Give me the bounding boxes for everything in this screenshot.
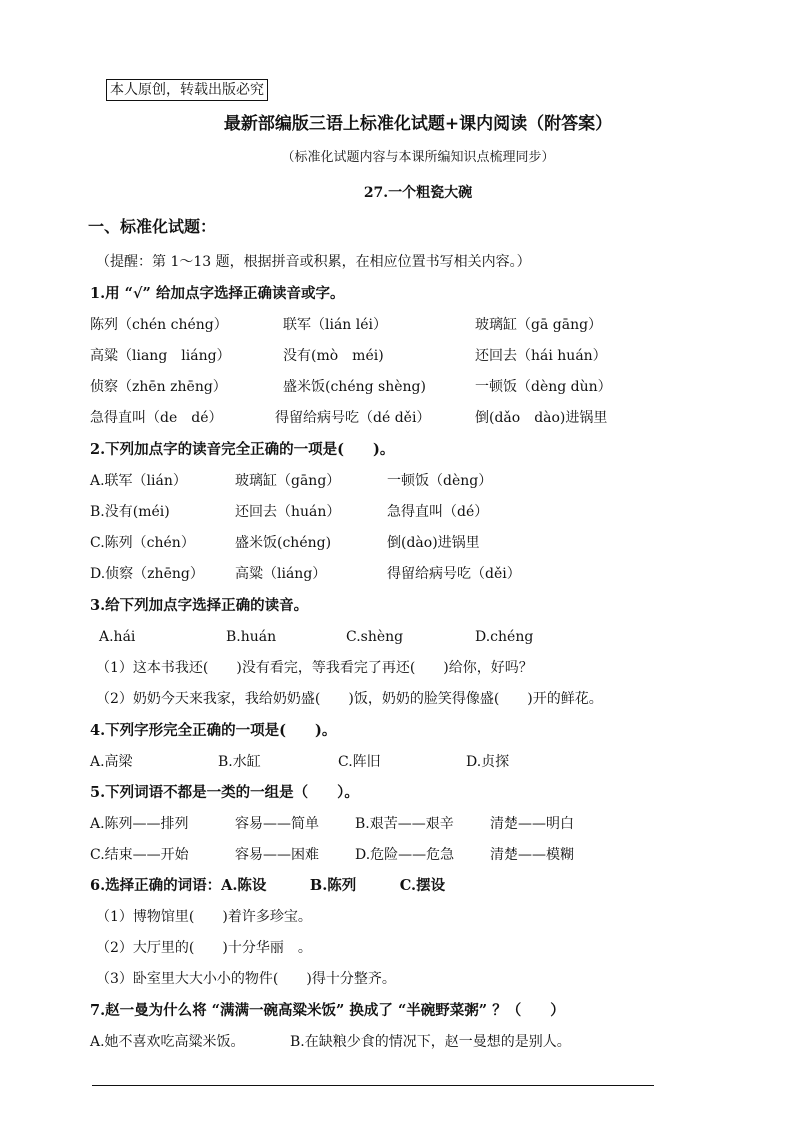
q4-option: B.水缸 bbox=[218, 754, 261, 770]
q2-option: 玻璃缸（gāng） bbox=[235, 473, 341, 489]
section-heading: 一、标准化试题： bbox=[88, 217, 217, 236]
q3-option: C.shèng bbox=[346, 629, 404, 645]
q6-item: （3）卧室里大大小小的物件( )得十分整齐。 bbox=[96, 971, 396, 987]
q3-item: （2）奶奶今天来我家，我给奶奶盛( )饭，奶奶的脸笑得像盛( )开的鲜花。 bbox=[96, 691, 603, 707]
q3-option: A.hái bbox=[99, 629, 136, 645]
page-title: 最新部编版三语上标准化试题+课内阅读（附答案） bbox=[223, 114, 613, 134]
q1-item: 一顿饭（dèng dùn） bbox=[475, 379, 612, 395]
q5-option: 容易——简单 bbox=[235, 816, 319, 832]
lesson-title: 27.一个粗瓷大碗 bbox=[363, 185, 473, 201]
q3-item: （1）这本书我还( )没有看完，等我看完了再还( )给你，好吗？ bbox=[96, 660, 533, 676]
q7-option: A.她不喜欢吃高粱米饭。 bbox=[90, 1034, 245, 1050]
q6-item: （1）博物馆里( )着许多珍宝。 bbox=[96, 909, 312, 925]
question-5-stem: 5.下列词语不都是一类的一组是（ ）。 bbox=[90, 784, 359, 801]
q2-option: 倒(dào)进锅里 bbox=[387, 535, 480, 551]
question-1-stem: 1.用 “√” 给加点字选择正确读音或字。 bbox=[90, 285, 345, 302]
footer-divider bbox=[92, 1085, 654, 1086]
q2-option: 得留给病号吃（děi） bbox=[387, 566, 521, 582]
question-4-stem: 4.下列字形完全正确的一项是( )。 bbox=[90, 722, 337, 739]
q6-item: （2）大厅里的( )十分华丽 。 bbox=[96, 940, 312, 956]
question-3-stem: 3.给下列加点字选择正确的读音。 bbox=[90, 597, 309, 614]
q2-option: 高粱（liáng） bbox=[235, 566, 327, 582]
q4-option: D.贞探 bbox=[466, 754, 510, 770]
q5-option: 清楚——明白 bbox=[490, 816, 574, 832]
q1-item: 得留给病号吃（dé děi） bbox=[275, 410, 431, 426]
q5-option: B.艰苦——艰辛 bbox=[355, 816, 454, 832]
q1-item: 还回去（hái huán） bbox=[475, 348, 607, 364]
q1-item: 盛米饭(chéng shèng) bbox=[283, 379, 426, 395]
q5-option: A.陈列——排列 bbox=[90, 816, 189, 832]
q2-option: B.没有(méi) bbox=[90, 504, 170, 520]
q4-option: A.高梁 bbox=[90, 754, 133, 770]
question-2-stem: 2.下列加点字的读音完全正确的一项是( )。 bbox=[90, 441, 395, 458]
q5-option: D.危险——危急 bbox=[355, 847, 455, 863]
q7-option: B.在缺粮少食的情况下，赵一曼想的是别人。 bbox=[290, 1034, 571, 1050]
q2-option: C.陈列（chén） bbox=[90, 535, 195, 551]
q1-item: 没有(mò méi) bbox=[283, 348, 384, 364]
q5-option: C.结束——开始 bbox=[90, 847, 189, 863]
q2-option: D.侦察（zhēng） bbox=[90, 566, 204, 582]
q3-option: B.huán bbox=[226, 629, 277, 645]
q1-item: 高粱（liang liáng） bbox=[90, 348, 231, 364]
question-7-stem: 7.赵一曼为什么将 “满满一碗高粱米饭” 换成了 “半碗野菜粥” ？（ ） bbox=[90, 1002, 565, 1019]
q2-option: 一顿饭（dèng） bbox=[387, 473, 493, 489]
q1-item: 玻璃缸（gā gāng） bbox=[475, 317, 603, 333]
q2-option: 急得直叫（dé） bbox=[387, 504, 489, 520]
q2-option: 盛米饭(chéng) bbox=[235, 535, 332, 551]
q1-item: 急得直叫（de dé） bbox=[90, 410, 223, 426]
instruction-tip: （提醒：第 1～13 题，根据拼音或积累，在相应位置书写相关内容。） bbox=[96, 254, 531, 270]
copyright-stamp: 本人原创，转载出版必究 bbox=[106, 79, 268, 101]
q1-item: 联军（lián léi） bbox=[283, 317, 388, 333]
q3-option: D.chéng bbox=[475, 629, 534, 645]
q1-item: 陈列（chén chéng） bbox=[90, 317, 228, 333]
q1-item: 倒(dǎo dào)进锅里 bbox=[475, 410, 608, 426]
q2-option: A.联军（lián） bbox=[90, 473, 187, 489]
q4-option: C.阵旧 bbox=[338, 754, 381, 770]
q5-option: 容易——困难 bbox=[235, 847, 319, 863]
q5-option: 清楚——模糊 bbox=[490, 847, 574, 863]
question-6-stem: 6.选择正确的词语：A.陈设 B.陈列 C.摆设 bbox=[90, 877, 446, 894]
page-subtitle: （标准化试题内容与本课所编知识点梳理同步） bbox=[281, 150, 555, 165]
q2-option: 还回去（huán） bbox=[235, 504, 341, 520]
q1-item: 侦察（zhēn zhēng） bbox=[90, 379, 227, 395]
